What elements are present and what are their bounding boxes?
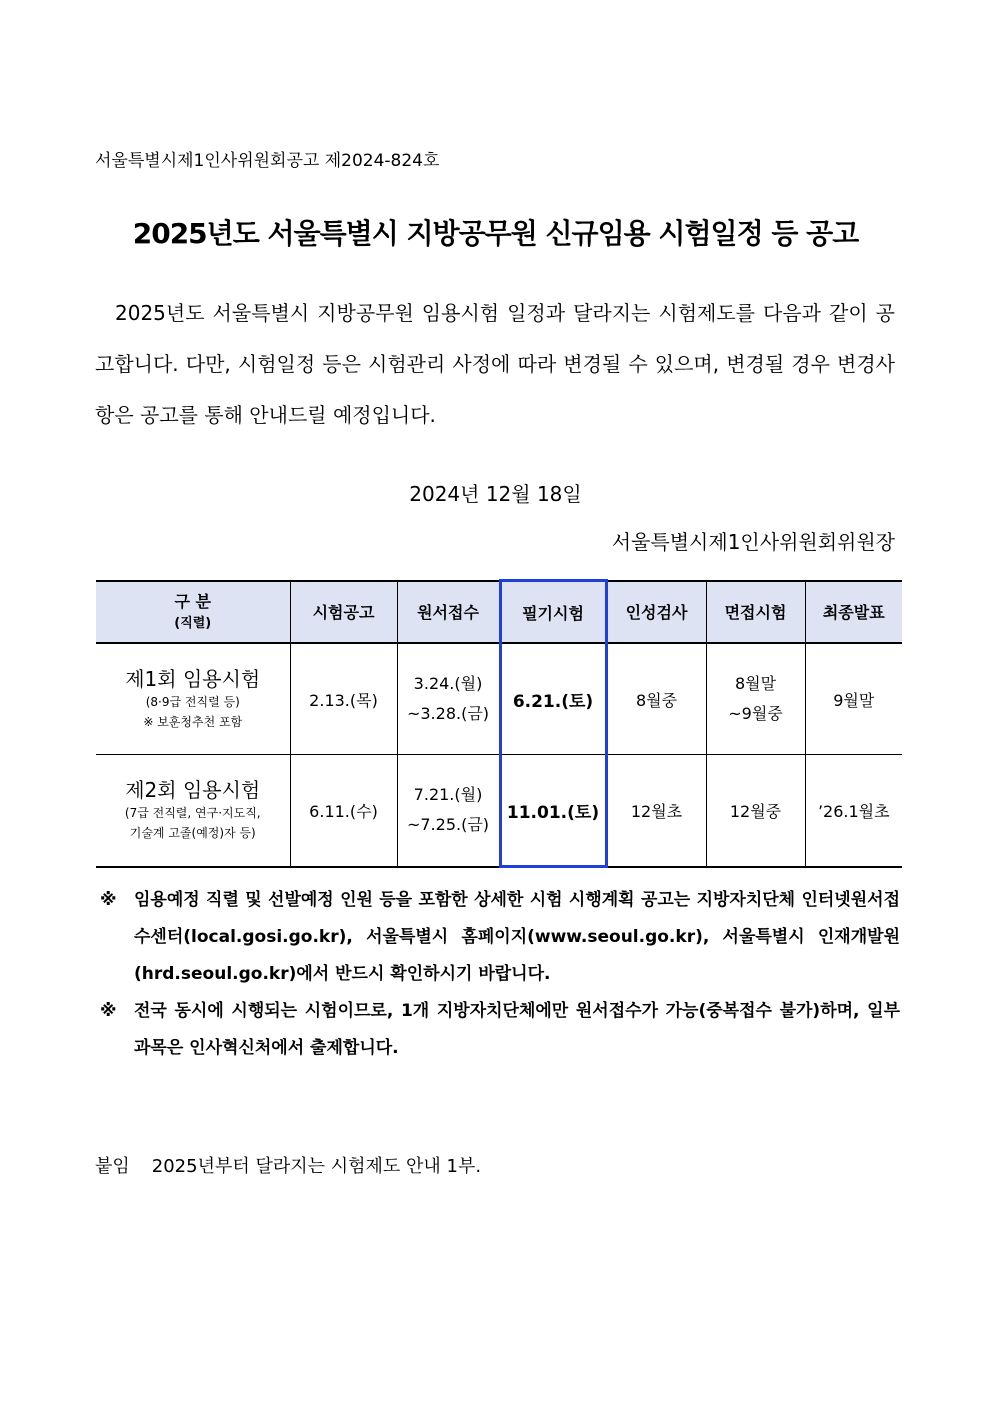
header-category <box>96 581 290 644</box>
attachment <box>95 1152 503 1178</box>
header-category-label: 구 분 <box>174 592 211 612</box>
interview-line-1: 8월말 <box>734 674 777 693</box>
header-category-sub: (직렬) <box>174 616 212 632</box>
table-row <box>96 755 902 867</box>
cell-written: 6.21.(토) <box>500 643 606 755</box>
cell-announce: 2.13.(목) <box>290 643 397 755</box>
round-sub-1: (8·9급 전직렬 등) <box>145 695 240 709</box>
notes <box>100 882 900 1067</box>
announcement-date: 2024년 12월 18일 <box>409 482 582 506</box>
row-category <box>96 643 290 755</box>
note-text: 임용예정 직렬 및 선발예정 인원 등을 포함한 상세한 시험 시행계획 공고는 지방자치단체 인터넷원서접수센터(local.gosi.go.kr), 서울특별시 홈페이지(www.seoul.go.kr), 서울특별시 인재개발원(hrd.seoul.go.kr)에서 반드시 확인하시기 바랍니다. <box>134 890 900 984</box>
page-title: 2025년도 서울특별시 지방공무원 신규임용 시험일정 등 공고 <box>132 217 859 250</box>
cell-aptitude: 12월초 <box>606 755 706 867</box>
cell-final: 9월말 <box>805 643 902 755</box>
round-sub-1: (7급 전직렬, 연구·지도직, <box>124 806 261 821</box>
signer: 서울특별시제1인사위원회위원장 <box>611 530 895 554</box>
note-mark: ※ <box>100 1001 117 1021</box>
note-item <box>100 993 900 1067</box>
table-header-row <box>96 581 902 644</box>
header-aptitude: 인성검사 <box>606 581 706 644</box>
cell-aptitude: 8월중 <box>606 643 706 755</box>
apply-start: 3.24.(월) <box>413 674 483 693</box>
intro-text: 2025년도 서울특별시 지방공무원 임용시험 일정과 달라지는 시험제도를 다음과 같이 공고합니다. 다만, 시험일정 등은 시험관리 사정에 따라 변경될 수 있으며, 변경될 경우 변경사항은 공고를 통해 안내드릴 예정입니다. <box>95 301 895 427</box>
header-announce: 시험공고 <box>290 581 397 644</box>
round-sub-2: 기술계 고졸(예정)자 등) <box>129 826 256 841</box>
cell-final: ’26.1월초 <box>805 755 902 867</box>
row-category <box>96 755 290 867</box>
apply-end: ~3.28.(금) <box>406 704 490 723</box>
document-number: 서울특별시제1인사위원회공고 제2024-824호 <box>95 151 440 171</box>
round-title: 제2회 임용시험 <box>125 778 261 803</box>
attachment-text: 2025년부터 달라지는 시험제도 안내 1부. <box>151 1156 482 1177</box>
cell-interview: 12월중 <box>706 755 805 867</box>
table-row <box>96 643 902 755</box>
interview-line-2: ~9월중 <box>728 704 783 723</box>
header-apply: 원서접수 <box>397 581 500 644</box>
header-interview: 면접시험 <box>706 581 805 644</box>
schedule-table <box>96 579 902 868</box>
cell-announce: 6.11.(수) <box>290 755 397 867</box>
cell-interview <box>706 643 805 755</box>
apply-start: 7.21.(월) <box>413 785 483 805</box>
attachment-label: 붙임 <box>95 1156 130 1177</box>
cell-written: 11.01.(토) <box>500 755 606 867</box>
note-item <box>100 882 900 993</box>
intro-paragraph <box>95 288 895 441</box>
note-text: 전국 동시에 시행되는 시험이므로, 1개 지방자치단체에만 원서접수가 가능(중복접수 불가)하며, 일부 과목은 인사혁신처에서 출제합니다. <box>134 1001 900 1058</box>
round-title: 제1회 임용시험 <box>125 667 261 691</box>
cell-apply <box>397 755 500 867</box>
note-mark: ※ <box>100 890 117 910</box>
apply-end: ~7.25.(금) <box>406 815 490 835</box>
round-sub-2: ※ 보훈청추천 포함 <box>143 715 243 729</box>
header-written: 필기시험 <box>500 581 606 644</box>
cell-apply <box>397 643 500 755</box>
header-final: 최종발표 <box>805 581 902 644</box>
